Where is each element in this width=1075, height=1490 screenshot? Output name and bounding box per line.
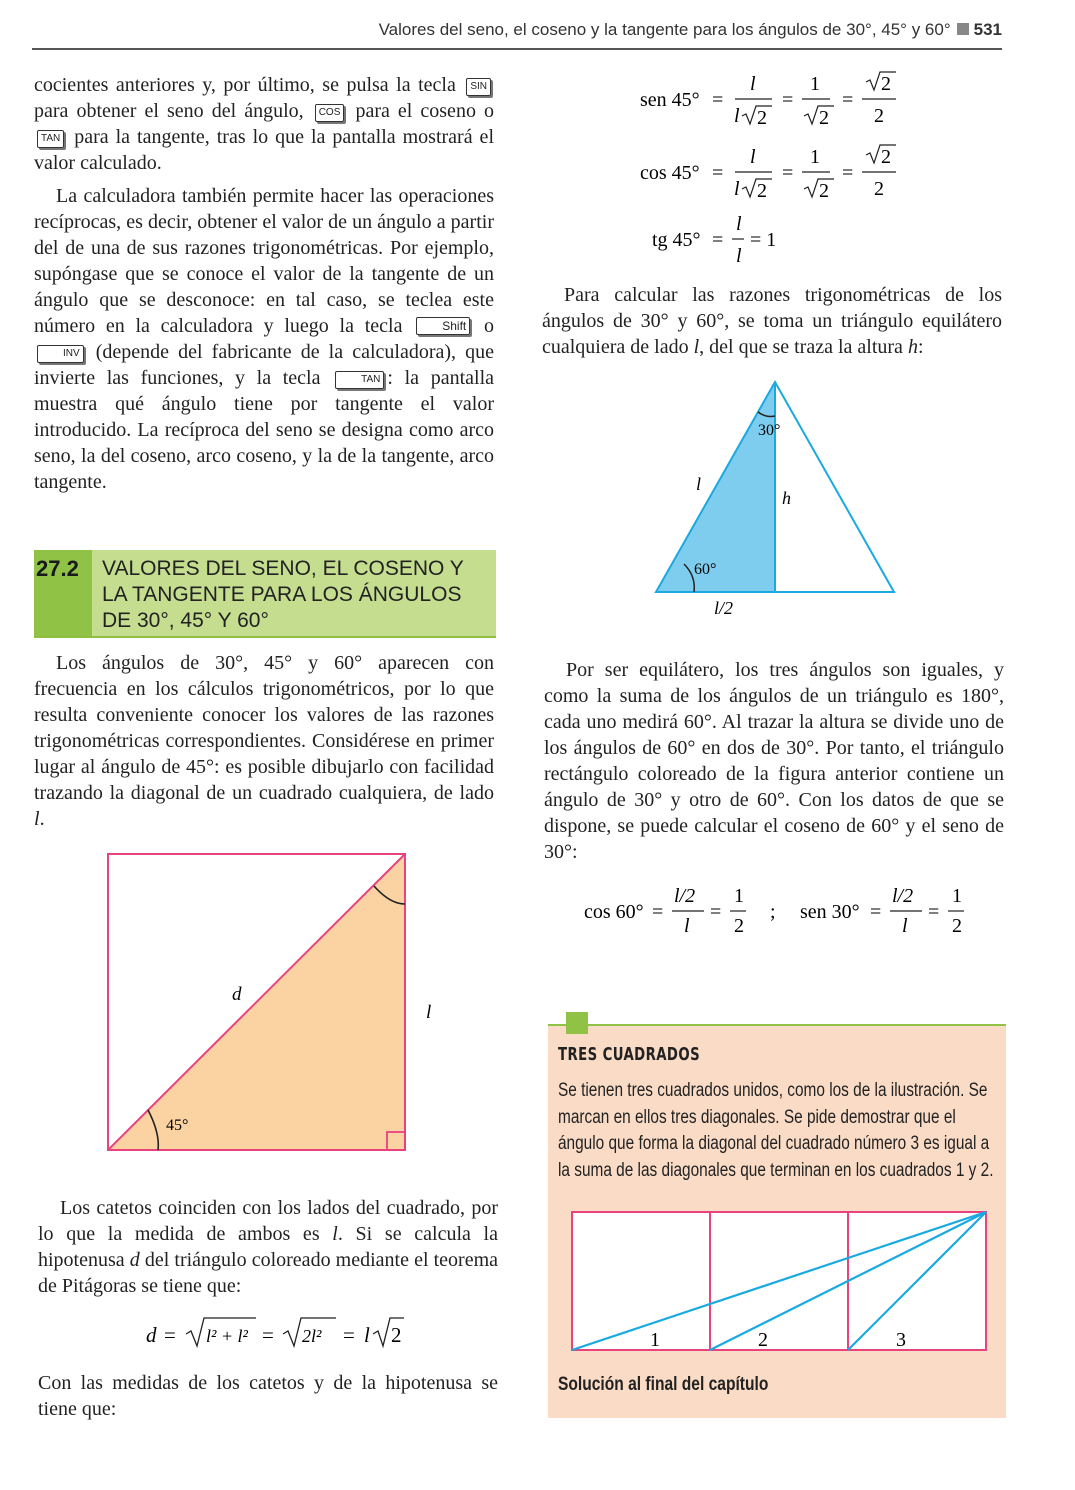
- cos60-label: cos 60°: [584, 901, 644, 923]
- page-number: 531: [973, 20, 1002, 39]
- header-text: [379, 20, 1002, 40]
- eq-term1: l² + l²: [206, 1326, 248, 1346]
- square-diagonal-figure: [100, 848, 440, 1158]
- eq-sign: =: [842, 89, 854, 111]
- variable-d: d: [129, 1249, 140, 1271]
- eq-sign: =: [928, 901, 940, 923]
- box-solution: Solución al final del capítulo: [558, 1374, 769, 1395]
- frac-num: 1: [810, 73, 820, 95]
- tg-result: = 1: [750, 229, 777, 251]
- label-square-3: 3: [896, 1329, 906, 1351]
- text: . Si se calcula la hipotenusa: [38, 1223, 498, 1271]
- text: La calculadora también permite hacer las operaciones recíprocas, es decir, obtener el valor de un ángulo a partir del de una de sus razones trigonométricas. Por ejemplo, supóngase que se conoce el valor de la tangente de un ángulo que se desconoce: en tal caso, se teclea este número en la calculadora y luego la tecla: [34, 185, 494, 337]
- text: para obtener el seno del ángulo,: [34, 100, 304, 122]
- text: : la pantalla muestra qué ángulo tiene por tangente el valor introducido. La recíproca del seno se designa como arco seno, la del coseno, arco coseno, y la de la tangente, arco tangente.: [34, 367, 494, 493]
- frac-den: 2: [734, 915, 744, 937]
- paragraph-30-60: Por ser equilátero, los tres ángulos son iguales, y como la suma de los ángulos de un triángulo es 180°, cada uno medirá 60°. Al trazar la altura se divide uno de los ángulos de 60° en dos de 30°. Por tanto, el triángulo rectángulo coloreado de la figura anterior contiene un ángulo de 30° y otro de 60°. Con los datos de que se dispone, se puede calcular el coseno de 60° y el seno de 30°:: [544, 659, 1004, 863]
- frac-num: l/2: [674, 885, 696, 907]
- paragraph-inverse-functions: [34, 183, 494, 495]
- inv-key-icon: INV: [37, 345, 84, 363]
- frac-num: l/2: [892, 885, 914, 907]
- eq-sign: =: [842, 162, 854, 184]
- sen30-label: sen 30°: [800, 901, 860, 923]
- eq-two: 2: [391, 1323, 402, 1347]
- eq-sign: =: [262, 1323, 274, 1347]
- eq-term2: 2l²: [302, 1326, 322, 1346]
- section-title: VALORES DEL SENO, EL COSENO Y LA TANGENTE PARA LOS ÁNGULOS DE 30°, 45° Y 60°: [102, 557, 464, 632]
- tg45-label: tg 45°: [652, 229, 701, 251]
- sen45-label: sen 45°: [640, 89, 700, 111]
- eq-d: d: [146, 1323, 157, 1347]
- equation-pythagoras: [140, 1310, 410, 1356]
- puzzle-box: [548, 1024, 1006, 1418]
- label-square-2: 2: [758, 1329, 768, 1351]
- frac-den: l: [684, 915, 690, 937]
- box-title: TRES CUADRADOS: [558, 1044, 701, 1065]
- frac-den: 2: [874, 105, 884, 127]
- variable-h: h: [907, 336, 918, 358]
- eq-sign: =: [710, 901, 722, 923]
- sin-key-icon: SIN: [466, 78, 491, 96]
- label-30: 30°: [758, 422, 781, 439]
- text: Los ángulos de 30°, 45° y 60° aparecen con frecuencia en los cálculos trigonométricos, por lo que resulta conveniente conocer los valores de las razones trigonométricas correspondientes. Considérese en primer lugar al ángulo de 45°: es posible dibujarlo con facilidad trazando la diagonal de un cuadrado cualquiera, de lado: [34, 652, 494, 804]
- text: para la tangente, tras lo que la pantalla mostrará el valor calculado.: [34, 126, 494, 174]
- frac-num: l: [736, 213, 742, 235]
- eq-sign: =: [652, 901, 664, 923]
- eq-sign: =: [712, 89, 724, 111]
- label-half-l: l/2: [714, 598, 734, 618]
- label-45: 45°: [166, 1117, 189, 1134]
- equations-45-degrees: [630, 66, 920, 272]
- frac-two: 2: [757, 180, 767, 202]
- eq-sign: =: [712, 229, 724, 251]
- label-d: d: [232, 984, 242, 1005]
- tan-key-icon: TAN: [37, 130, 64, 148]
- paragraph-catetos: Con las medidas de los catetos y de la hipotenusa se tiene que:: [38, 1372, 498, 1420]
- label-l: l: [426, 1002, 432, 1023]
- label-square-1: 1: [650, 1329, 660, 1351]
- text: .: [39, 808, 45, 830]
- text: , del que se traza la altura: [699, 336, 903, 358]
- running-header: [32, 18, 1002, 50]
- text: Los catetos coinciden con los lados del cuadrado, por lo que la medida de ambos es: [38, 1197, 498, 1245]
- frac-two: 2: [881, 73, 891, 95]
- section-number: 27.2: [34, 550, 92, 636]
- section-heading: [34, 550, 496, 638]
- text: o: [484, 315, 495, 337]
- text: del triángulo coloreado mediante el teorema de Pitágoras se tiene que:: [38, 1249, 499, 1297]
- frac-den: l: [902, 915, 908, 937]
- frac-two: 2: [757, 107, 767, 129]
- eq-sign: =: [782, 89, 794, 111]
- eq-sign: =: [164, 1323, 176, 1347]
- text: Para calcular las razones trigonométricas de los ángulos de 30° y 60°, se toma un triángulo equilátero cualquiera de lado: [542, 284, 1002, 358]
- frac-den: l: [734, 105, 740, 127]
- frac-two: 2: [819, 107, 829, 129]
- separator: ;: [770, 901, 776, 923]
- shift-key-icon: Shift: [416, 317, 470, 335]
- text: :: [917, 336, 924, 358]
- variable-l: l: [332, 1223, 338, 1245]
- frac-den: 2: [874, 178, 884, 200]
- frac-den: 2: [952, 915, 962, 937]
- frac-num: l: [750, 146, 756, 168]
- cos-key-icon: COS: [315, 104, 345, 122]
- equation-cos60-sen30: [582, 878, 982, 938]
- text: cocientes anteriores y, por último, se pulsa la tecla: [34, 74, 456, 96]
- frac-num: 1: [952, 885, 962, 907]
- eq-term3: l: [364, 1323, 370, 1347]
- variable-l: l: [34, 808, 40, 830]
- paragraph-pythagoras: [38, 1195, 498, 1299]
- frac-den: l: [734, 178, 740, 200]
- label-l: l: [696, 474, 702, 494]
- three-squares-figure: [570, 1210, 990, 1354]
- eq-sign: =: [782, 162, 794, 184]
- eq-sign: =: [870, 901, 882, 923]
- tan-key-icon: TAN: [335, 371, 384, 389]
- variable-l: l: [693, 336, 700, 358]
- box-text: Se tienen tres cuadrados unidos, como los de la ilustración. Se marcan en ellos tres diagonales. Se pide demostrar que el ángulo que forma la diagonal del cuadrado número 3 es igual a la suma de las diagonales que terminan en los cuadrados 1 y 2.: [558, 1080, 994, 1181]
- paragraph-equilateral: [542, 282, 1002, 360]
- eq-sign: =: [343, 1323, 355, 1347]
- frac-num: l: [750, 73, 756, 95]
- text: para el coseno o: [355, 100, 494, 122]
- label-h: h: [782, 488, 791, 508]
- equilateral-triangle-figure: [650, 376, 910, 626]
- paragraph-intro-45: [34, 650, 494, 832]
- text: (depende del fabricante de la calculadora), que invierte las funciones, y la tecla: [34, 341, 494, 389]
- label-60: 60°: [694, 561, 717, 578]
- running-title: Valores del seno, el coseno y la tangente para los ángulos de 30°, 45° y 60°: [378, 20, 951, 39]
- frac-num: 1: [734, 885, 744, 907]
- paragraph-calculator-keys: [34, 72, 494, 176]
- frac-two: 2: [881, 146, 891, 168]
- frac-num: 1: [810, 146, 820, 168]
- frac-den: l: [736, 245, 742, 267]
- cos45-label: cos 45°: [640, 162, 700, 184]
- frac-two: 2: [819, 180, 829, 202]
- eq-sign: =: [712, 162, 724, 184]
- box-marker-icon: [566, 1012, 588, 1034]
- header-square-icon: [957, 23, 969, 35]
